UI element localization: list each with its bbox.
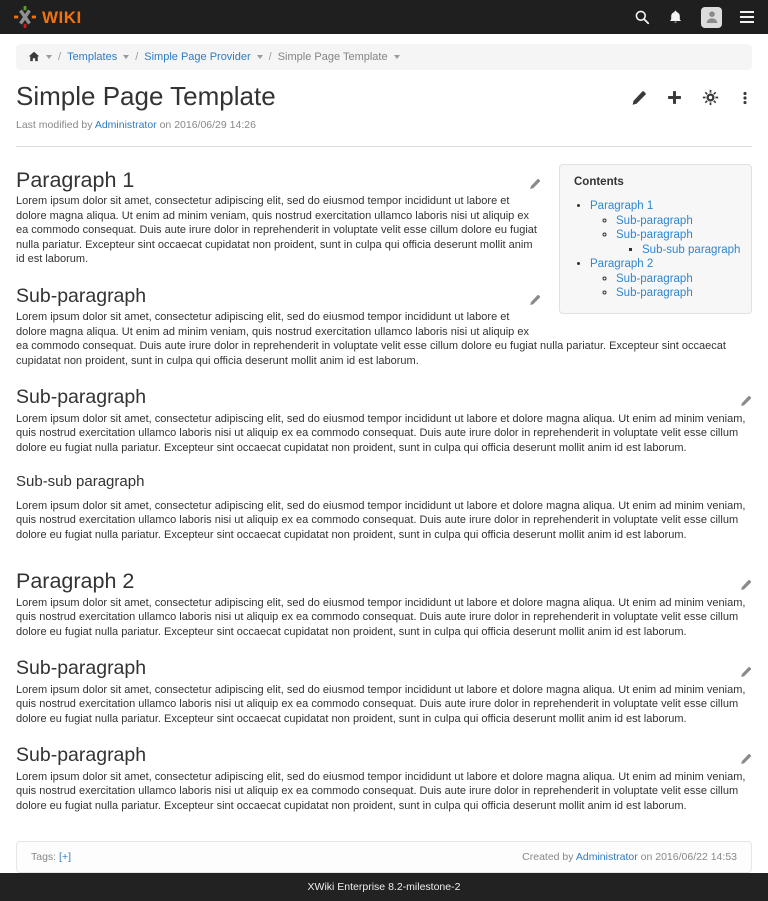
last-modified-date: on 2016/06/29 14:26 (159, 118, 256, 131)
page-header (16, 82, 752, 131)
section-paragraph: Lorem ipsum dolor sit amet, consectetur adipiscing elit, sed do eiusmod tempor incididunt ut labore et dolore magna aliqua. Ut enim ad minim veniam, quis nostrud exercitation ullamco laboris nisi ut aliquip ex ea commodo consequat. Duis aute irure dolor in reprehenderit in voluptate velit esse cillum dolore eu fugiat nulla pariatur. Excepteur sint occaecat cupidatat non proident, sunt in culpa qui officia deserunt mollit anim id est laborum. (16, 311, 726, 367)
person-icon (704, 9, 720, 25)
add-plus-icon[interactable] (666, 89, 683, 106)
brand-text: WIKI (42, 7, 82, 27)
hamburger-menu-icon[interactable] (740, 11, 754, 23)
section-edit-pencil-icon[interactable] (740, 666, 752, 678)
toc-link-sub-paragraph[interactable]: Sub-paragraph (616, 214, 693, 227)
section-paragraph: Lorem ipsum dolor sit amet, consectetur adipiscing elit, sed do eiusmod tempor incididunt ut labore et dolore magna aliqua. Ut enim ad minim veniam, quis nostrud exercitation ullamco laboris nisi ut aliquip ex ea commodo consequat. Duis aute irure dolor in reprehenderit in voluptate velit esse cillum dolore eu fugiat nulla pariatur. Excepteur sint occaecat cupidatat non proident, sunt in culpa qui officia deserunt mollit anim id est laborum. (16, 499, 746, 541)
section-paragraph: Lorem ipsum dolor sit amet, consectetur adipiscing elit, sed do eiusmod tempor incididunt ut labore et dolore magna aliqua. Ut enim ad minim veniam, quis nostrud exercitation ullamco laboris nisi ut aliquip ex ea commodo consequat. Duis aute irure dolor in reprehenderit in voluptate velit esse cillum dolore eu fugiat nulla pariatur. Excepteur sint occaecat cupidatat non proident, sunt in culpa qui officia deserunt mollit anim id est laborum. (16, 770, 746, 812)
toc-item (590, 199, 743, 257)
toc-item (642, 243, 743, 258)
last-modified-prefix: Last modified by (16, 118, 93, 131)
section-heading-label: Sub-sub paragraph (16, 473, 145, 491)
breadcrumb (16, 44, 752, 70)
xwiki-x-icon (14, 6, 40, 28)
xwiki-logo[interactable] (14, 6, 82, 28)
section-heading-label: Paragraph 2 (16, 569, 135, 594)
search-icon[interactable] (634, 9, 650, 25)
toc-link-paragraph-1[interactable]: Paragraph 1 (590, 200, 654, 213)
edit-pencil-icon[interactable] (631, 90, 647, 106)
page-title: Simple Page Template (16, 81, 276, 111)
breadcrumb-link-simple-page-provider[interactable]: Simple Page Provider (144, 51, 251, 63)
section-paragraph: Lorem ipsum dolor sit amet, consectetur adipiscing elit, sed do eiusmod tempor incididunt ut labore et dolore magna aliqua. Ut enim ad minim veniam, quis nostrud exercitation ullamco laboris nisi ut aliquip ex ea commodo consequat. Duis aute irure dolor in reprehenderit in voluptate velit esse cillum dolore eu fugiat nulla pariatur. Excepteur sint occaecat cupidatat non proident, sunt in culpa qui officia deserunt mollit anim id est laborum. (16, 596, 746, 638)
home-icon[interactable] (28, 51, 40, 63)
section-edit-pencil-icon[interactable] (740, 579, 752, 591)
toc-link-sub-sub-paragraph[interactable]: Sub-sub paragraph (642, 243, 741, 256)
last-modified-user-link[interactable]: Administrator (94, 118, 157, 131)
section-heading-sub-sub-paragraph (16, 475, 752, 490)
section-heading-label: Sub-paragraph (16, 657, 147, 680)
toc-link-sub-paragraph[interactable]: Sub-paragraph (616, 229, 693, 242)
created-line (522, 851, 737, 863)
section-heading-sub-paragraph (16, 657, 752, 680)
section-heading-sub-paragraph (16, 386, 752, 409)
section-heading-label: Sub-paragraph (16, 284, 147, 307)
created-prefix: Created by (522, 851, 574, 864)
section-paragraph: Lorem ipsum dolor sit amet, consectetur adipiscing elit, sed do eiusmod tempor incididunt ut labore et dolore magna aliqua. Ut enim ad minim veniam, quis nostrud exercitation ullamco laboris nisi ut aliquip ex ea commodo consequat. Duis aute irure dolor in reprehenderit in voluptate velit esse cillum dolore eu fugiat nulla pariatur. Excepteur sint occaecat cupidatat non proident, sunt in culpa qui officia deserunt mollit anim id est laborum. (16, 683, 746, 725)
toc-item (616, 214, 743, 229)
breadcrumb-separator: / (268, 51, 272, 63)
toc-link-sub-paragraph[interactable]: Sub-paragraph (616, 272, 693, 285)
chevron-down-icon[interactable] (257, 55, 263, 59)
user-avatar[interactable] (701, 7, 722, 28)
notifications-bell-icon[interactable] (668, 9, 683, 25)
section-paragraph: Lorem ipsum dolor sit amet, consectetur adipiscing elit, sed do eiusmod tempor incididunt ut labore et dolore magna aliqua. Ut enim ad minim veniam, quis nostrud exercitation ullamco laboris nisi ut aliquip ex ea commodo consequat. Duis aute irure dolor in reprehenderit in voluptate velit esse cillum dolore eu fugiat nulla pariatur. Excepteur sint occaecat cupidatat non proident, sunt in culpa qui officia deserunt mollit anim id est laborum. (16, 195, 537, 266)
section-edit-pencil-icon[interactable] (740, 753, 752, 765)
document-content (16, 147, 752, 824)
section-edit-pencil-icon[interactable] (740, 395, 752, 407)
toc-item (590, 257, 743, 301)
toc-title: Contents (574, 175, 624, 188)
section-heading-label: Paragraph 1 (16, 167, 135, 192)
created-date: on 2016/06/22 14:53 (640, 851, 737, 864)
tags-label: Tags: (31, 851, 57, 864)
section-heading-paragraph-2 (16, 569, 752, 594)
document-footer (16, 841, 752, 873)
last-modified-line (16, 119, 752, 131)
settings-gear-icon[interactable] (702, 89, 719, 106)
toc-link-paragraph-2[interactable]: Paragraph 2 (590, 258, 654, 271)
section-heading-label: Sub-paragraph (16, 386, 147, 409)
breadcrumb-link-templates[interactable]: Templates (67, 51, 118, 63)
version-text: XWiki Enterprise 8.2-milestone-2 (307, 881, 461, 894)
section-heading-label: Sub-paragraph (16, 744, 147, 767)
chevron-down-icon[interactable] (46, 55, 52, 59)
top-navbar (0, 0, 768, 34)
toc-item (616, 272, 743, 287)
section-edit-pencil-icon[interactable] (529, 294, 541, 306)
section-edit-pencil-icon[interactable] (529, 178, 541, 190)
section-paragraph: Lorem ipsum dolor sit amet, consectetur adipiscing elit, sed do eiusmod tempor incididunt ut labore et dolore magna aliqua. Ut enim ad minim veniam, quis nostrud exercitation ullamco laboris nisi ut aliquip ex ea commodo consequat. Duis aute irure dolor in reprehenderit in voluptate velit esse cillum dolore eu fugiat nulla pariatur. Excepteur sint occaecat cupidatat non proident, sunt in culpa qui officia deserunt mollit anim id est laborum. (16, 412, 746, 454)
created-user-link[interactable]: Administrator (575, 851, 638, 864)
breadcrumb-current-page: Simple Page Template (277, 51, 388, 63)
version-footer-bar (0, 873, 768, 901)
toc-item (616, 228, 743, 257)
breadcrumb-separator: / (58, 51, 62, 63)
table-of-contents-panel (559, 164, 752, 314)
toc-link-sub-paragraph[interactable]: Sub-paragraph (616, 287, 693, 300)
section-heading-sub-paragraph (16, 744, 752, 767)
chevron-down-icon[interactable] (123, 55, 129, 59)
more-kebab-icon[interactable] (738, 90, 752, 106)
toc-item (616, 286, 743, 301)
breadcrumb-separator: / (135, 51, 139, 63)
chevron-down-icon[interactable] (394, 55, 400, 59)
add-tag-button[interactable]: [+] (59, 851, 71, 864)
